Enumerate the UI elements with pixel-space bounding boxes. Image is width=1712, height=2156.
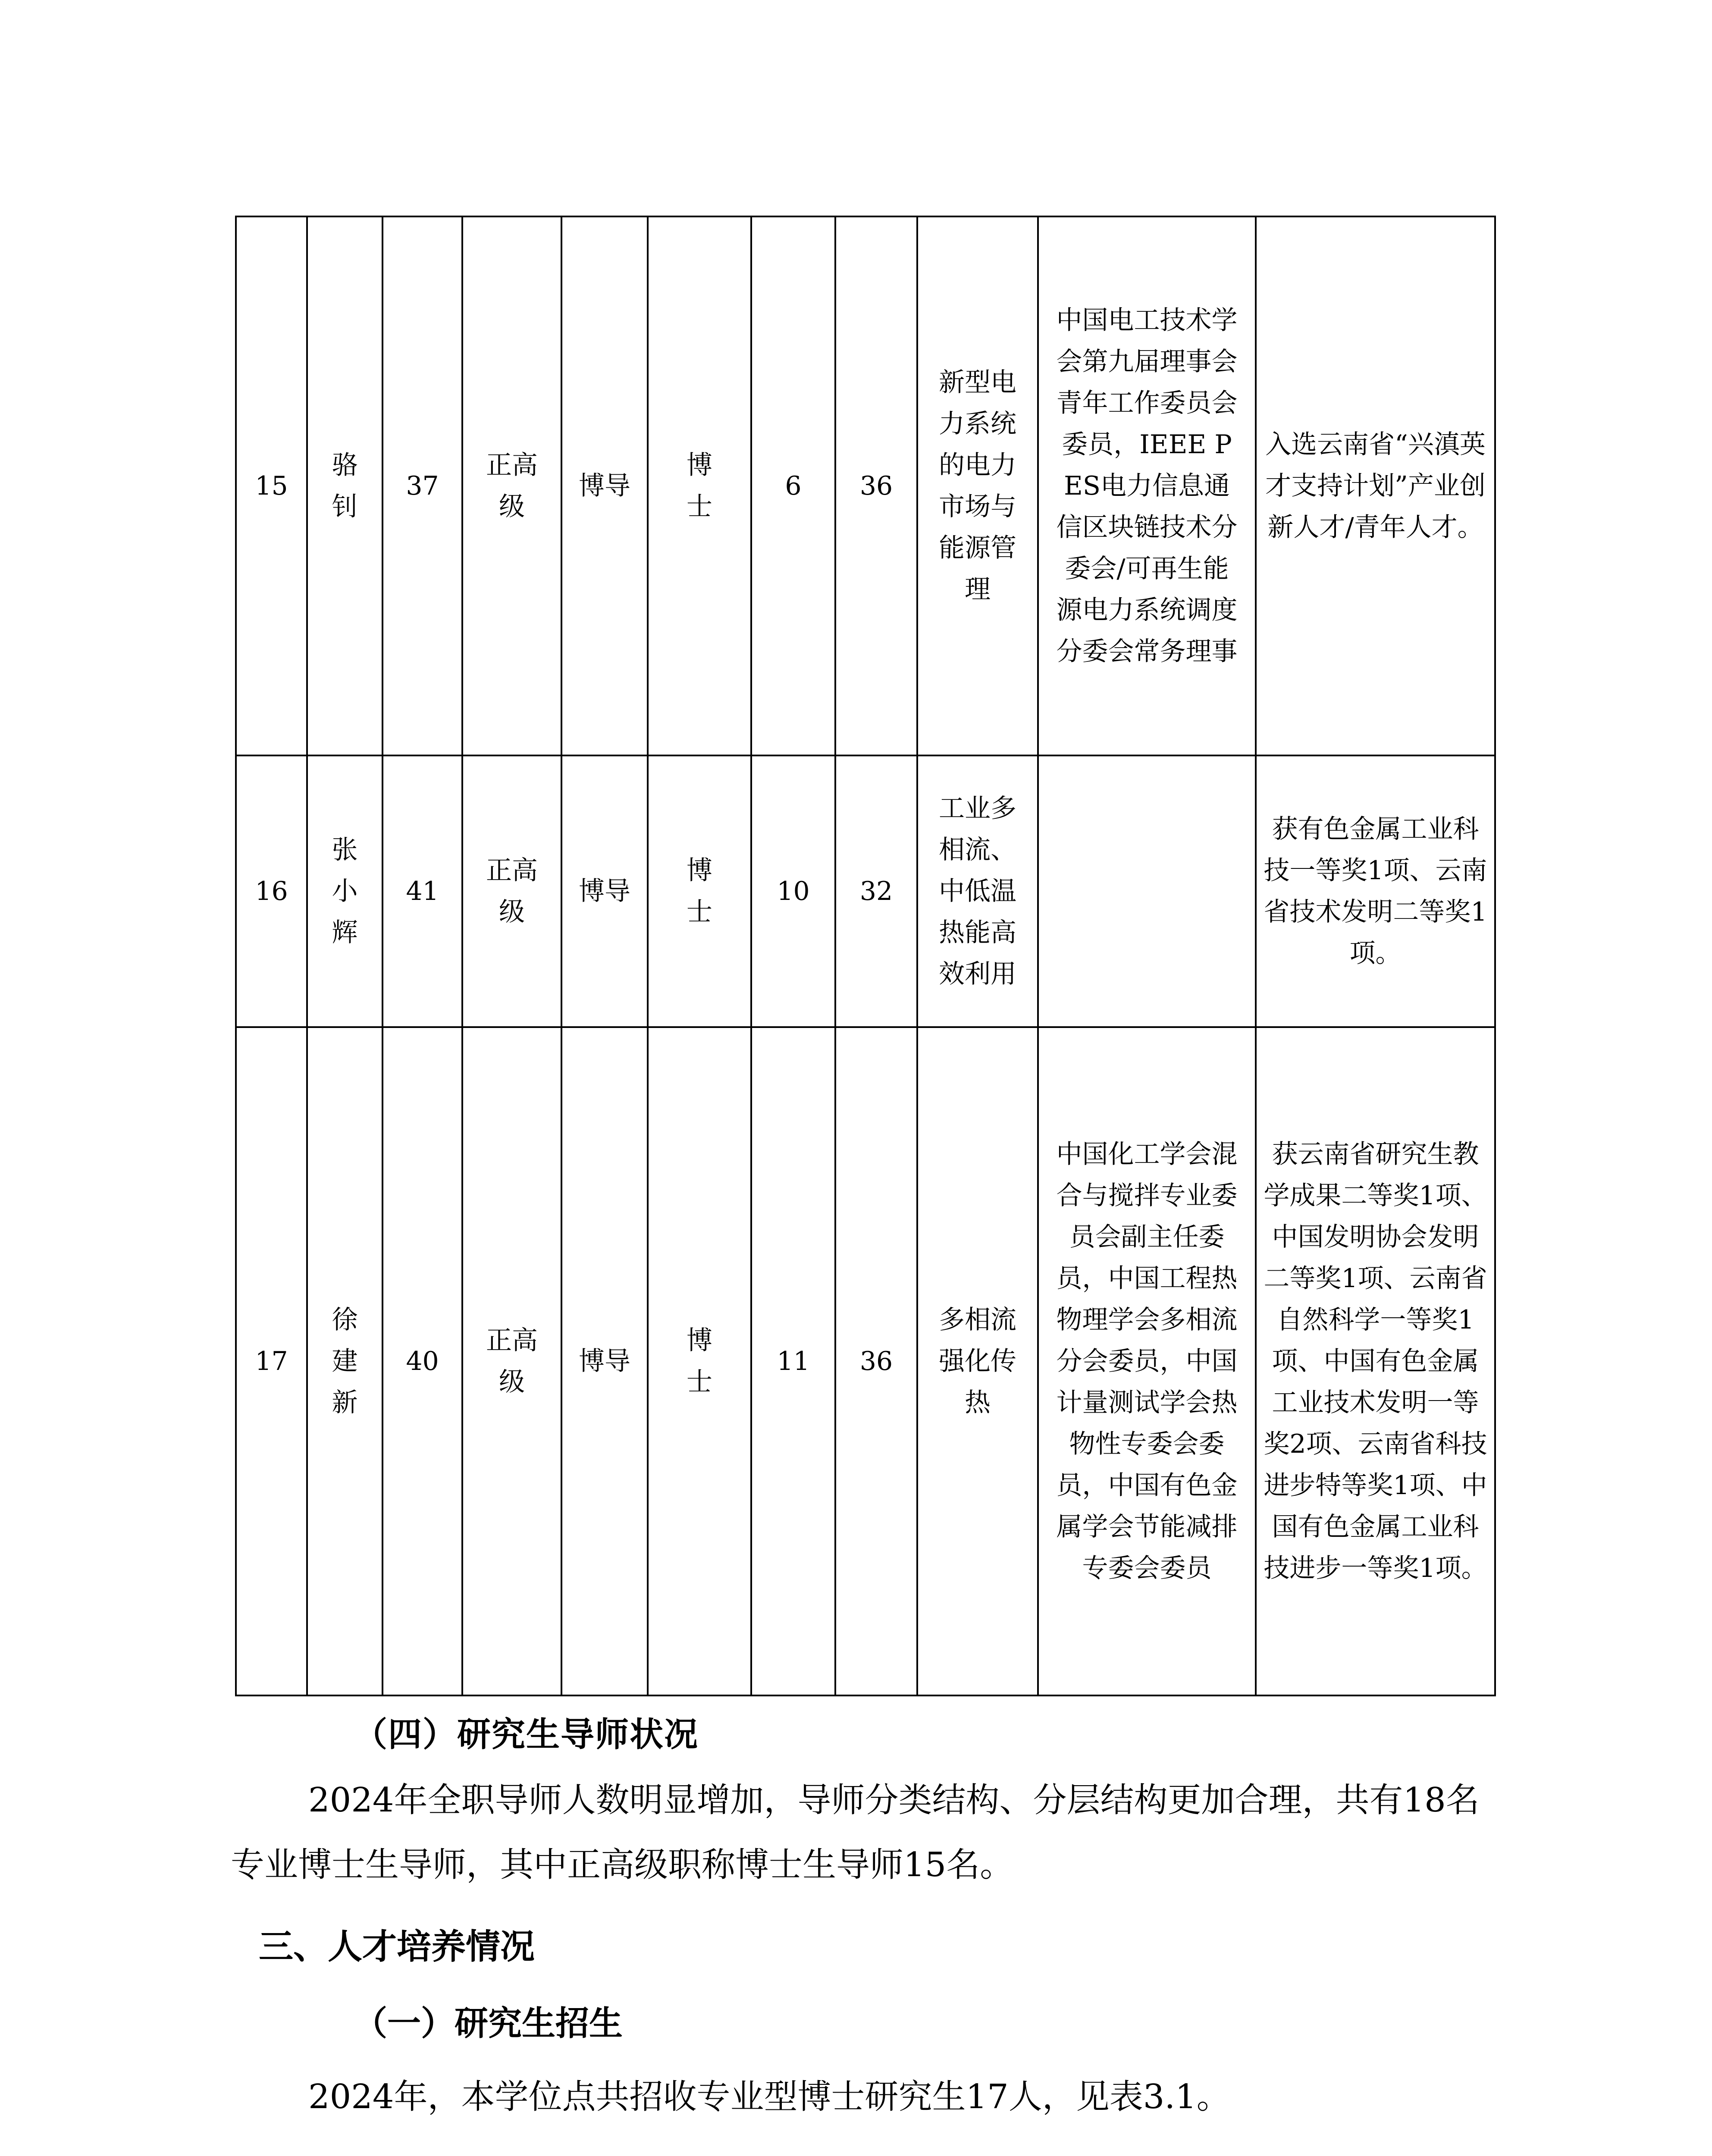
cell-value-1: 6: [751, 216, 835, 755]
table-row: [236, 216, 1495, 755]
cell-degree: 博士: [648, 1027, 751, 1695]
cell-title: 正高级: [462, 755, 561, 1027]
section-heading-talent-training: 三、人才培养情况: [259, 1927, 535, 1967]
cell-title: 正高级: [462, 1027, 561, 1695]
cell-position: 中国电工技术学会第九届理事会青年工作委员会委员，IEEE PES电力信息通信区块链技术分委会/可再生能源电力系统调度分委会常务理事: [1038, 216, 1256, 755]
cell-honors: 入选云南省“兴滇英才支持计划”产业创新人才/青年人才。: [1256, 216, 1495, 755]
section-heading-enrollment: （一）研究生招生: [354, 2004, 623, 2043]
cell-position: 中国化工学会混合与搅拌专业委员会副主任委员，中国工程热物理学会多相流分会委员，中国计量测试学会热物性专委会委员，中国有色金属学会节能减排专委会委员: [1038, 1027, 1256, 1695]
cell-position: [1038, 755, 1256, 1027]
supervisor-table: [235, 216, 1496, 1696]
cell-degree: 博士: [648, 755, 751, 1027]
cell-name: 徐建新: [307, 1027, 383, 1695]
cell-title: 正高级: [462, 216, 561, 755]
cell-honors: 获有色金属工业科技一等奖1项、云南省技术发明二等奖1项。: [1256, 755, 1495, 1027]
cell-degree: 博士: [648, 216, 751, 755]
cell-value-1: 10: [751, 755, 835, 1027]
cell-honors: 获云南省研究生教学成果二等奖1项、中国发明协会发明二等奖1项、云南省自然科学一等奖1项、中国有色金属工业技术发明一等奖2项、云南省科技进步特等奖1项、中国有色金属工业科技进步一等奖1项。: [1256, 1027, 1495, 1695]
cell-name: 骆钊: [307, 216, 383, 755]
cell-direction: 新型电力系统的电力市场与能源管理: [917, 216, 1038, 755]
cell-no: 15: [236, 216, 307, 755]
table-row: [236, 755, 1495, 1027]
table-row: [236, 1027, 1495, 1695]
cell-value-2: 36: [835, 216, 917, 755]
paragraph-supervisors: 2024年全职导师人数明显增加，导师分类结构、分层结构更加合理，共有18名专业博士生导师，其中正高级职称博士生导师15名。: [231, 1781, 1480, 1884]
paragraph-enrollment: 2024年，本学位点共招收专业型博士研究生17人，见表3.1。: [308, 2078, 1230, 2116]
cell-direction: 工业多相流、中低温热能高效利用: [917, 755, 1038, 1027]
cell-value-2: 32: [835, 755, 917, 1027]
cell-age: 37: [383, 216, 462, 755]
cell-direction: 多相流强化传热: [917, 1027, 1038, 1695]
cell-supervisor: 博导: [561, 1027, 648, 1695]
cell-age: 41: [383, 755, 462, 1027]
cell-supervisor: 博导: [561, 755, 648, 1027]
cell-value-1: 11: [751, 1027, 835, 1695]
cell-value-2: 36: [835, 1027, 917, 1695]
cell-name: 张小辉: [307, 755, 383, 1027]
cell-no: 16: [236, 755, 307, 1027]
section-heading-supervisors: （四）研究生导师状况: [354, 1715, 699, 1754]
cell-supervisor: 博导: [561, 216, 648, 755]
cell-no: 17: [236, 1027, 307, 1695]
cell-age: 40: [383, 1027, 462, 1695]
